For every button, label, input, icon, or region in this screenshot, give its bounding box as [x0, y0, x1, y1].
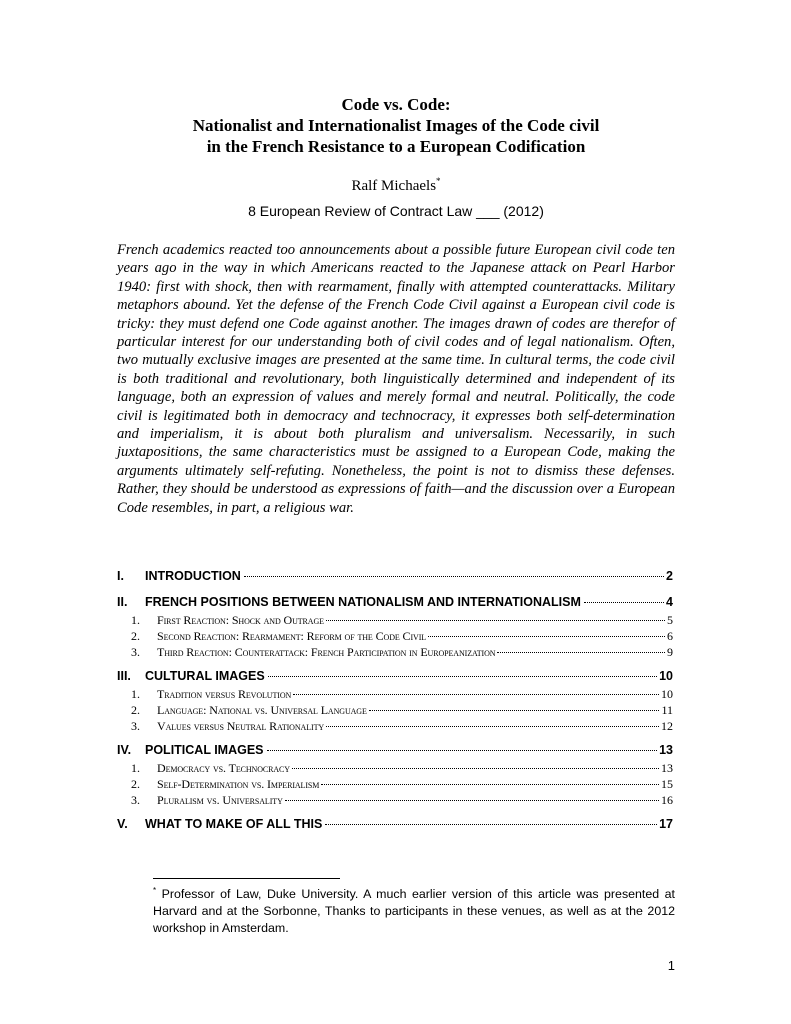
toc-section-title: WHAT TO MAKE OF ALL THIS	[145, 817, 323, 831]
citation-line: 8 European Review of Contract Law ___ (2012)	[248, 203, 544, 219]
toc-section[interactable]	[117, 669, 673, 687]
toc-subsection-title: Democracy vs. Technocracy	[157, 761, 290, 775]
toc-leader	[326, 620, 665, 621]
toc-section-number: V.	[117, 817, 128, 831]
toc-subsection-title: Tradition versus Revolution	[157, 687, 292, 701]
toc-subsection-number: 1.	[131, 613, 140, 627]
toc-subsection-title: Second Reaction: Rearmament: Reform of the Code Civil	[157, 629, 427, 643]
toc-section-page: 4	[666, 595, 673, 609]
toc-section-title: CULTURAL IMAGES	[145, 669, 265, 683]
toc-subsection-number: 3.	[131, 793, 140, 807]
toc-section[interactable]	[117, 569, 673, 587]
toc-section[interactable]	[117, 743, 673, 761]
toc-subsection-title: Values versus Neutral Rationality	[157, 719, 325, 733]
toc-subsection[interactable]	[117, 613, 673, 629]
toc-leader	[292, 768, 659, 769]
toc-leader	[293, 694, 659, 695]
paper-title	[117, 94, 675, 157]
title-line-3: in the French Resistance to a European Codification	[206, 137, 586, 156]
toc-subsection-page: 12	[661, 719, 673, 733]
toc-subsection-page: 5	[667, 613, 673, 627]
toc-subsection-number: 2.	[131, 703, 140, 717]
toc-section-page: 17	[659, 817, 673, 831]
toc-subsection[interactable]	[117, 687, 673, 703]
toc-leader	[285, 800, 659, 801]
author-name: Ralf Michaels	[351, 178, 437, 194]
title-line-1: Code vs. Code:	[341, 95, 451, 114]
toc-subsection-page: 9	[667, 645, 673, 659]
toc-leader	[428, 636, 665, 637]
toc-section-number: III.	[117, 669, 131, 683]
toc-subsection-number: 2.	[131, 777, 140, 791]
title-line-2: Nationalist and Internationalist Images of the Code civil	[192, 116, 600, 135]
toc-subsection-page: 10	[661, 687, 673, 701]
toc-subsection[interactable]	[117, 629, 673, 645]
toc-subsection-page: 11	[661, 703, 673, 717]
toc-subsection[interactable]	[117, 719, 673, 735]
toc-section-page: 2	[666, 569, 673, 583]
footnote-text: Professor of Law, Duke University. A much earlier version of this article was presented at Harvard and at the Sorbonne, Thanks to participants in these venues, as well as at the 2012 workshop in Amsterdam.	[153, 887, 675, 936]
toc-subsection-number: 1.	[131, 761, 140, 775]
toc-section-number: IV.	[117, 743, 132, 757]
page-number: 1	[667, 958, 675, 973]
toc-leader	[497, 652, 665, 653]
toc-subsection-number: 2.	[131, 629, 140, 643]
footnote-mark: *	[153, 886, 157, 895]
toc-section[interactable]	[117, 817, 673, 835]
toc-section[interactable]	[117, 595, 673, 613]
toc-subsection-title: Self-Determination vs. Imperialism	[157, 777, 320, 791]
toc-subsection-page: 6	[667, 629, 673, 643]
author-footnote-mark: *	[436, 176, 441, 186]
toc-subsection-title: Pluralism vs. Universality	[157, 793, 283, 807]
toc-leader	[326, 726, 659, 727]
toc-leader	[244, 576, 664, 577]
toc-subsection[interactable]	[117, 761, 673, 777]
toc-leader	[267, 750, 658, 751]
abstract: French academics reacted too announcements about a possible future European civil code ten years ago in the way in which Americans reacted to the Japanese attack on Pearl Harbor 1940: first with shock, then with rearmament, finally with attempted counterattacks. Military metaphors abound. Yet the defense of the French Code Civil against a European civil code is tricky: they must defend one Code against another. The images drawn of codes are therefor of particular interest for our understanding both of civil codes and of legal nationalism. Often, two mutually exclusive images are presented at the same time. In cultural terms, the code civil is both traditional and revolutionary, both linguistically determined and independent of its language, both an expression of values and merely formal and neutral. Politically, the code civil is legitimated both in democracy and technocracy, it expresses both self-determination and imperialism, it is about both pluralism and universalism. Necessarily, in such juxtapositions, the same characteristics must be assigned to a European Code, making the arguments ultimately self-refuting. Nonetheless, the point is not to dismiss these defenses. Rather, they should be understood as expressions of faith—and the discussion over a European Code resembles, in part, a religious war.	[117, 242, 675, 516]
toc-leader	[325, 824, 657, 825]
toc-section-number: I.	[117, 569, 124, 583]
toc-subsection-page: 16	[661, 793, 673, 807]
toc-section-title: INTRODUCTION	[145, 569, 241, 583]
toc-subsection[interactable]	[117, 793, 673, 809]
toc-subsection-number: 3.	[131, 719, 140, 733]
toc-leader	[321, 784, 659, 785]
toc-section-number: II.	[117, 595, 128, 609]
toc-subsection-title: Language: National vs. Universal Language	[157, 703, 367, 717]
toc-subsection-title: First Reaction: Shock and Outrage	[157, 613, 324, 627]
table-of-contents	[117, 569, 673, 835]
footnote-divider	[153, 878, 340, 879]
toc-subsection-number: 1.	[131, 687, 140, 701]
toc-section-title: POLITICAL IMAGES	[145, 743, 264, 757]
toc-subsection[interactable]	[117, 645, 673, 661]
toc-subsection-page: 15	[661, 777, 673, 791]
toc-section-page: 13	[659, 743, 673, 757]
toc-subsection-title: Third Reaction: Counterattack: French Participation in Europeanization	[157, 645, 496, 659]
footnote	[153, 882, 675, 937]
toc-leader	[268, 676, 657, 677]
toc-section-page: 10	[659, 669, 673, 683]
toc-subsection-number: 3.	[131, 645, 140, 659]
toc-subsection[interactable]	[117, 777, 673, 793]
toc-subsection[interactable]	[117, 703, 673, 719]
toc-leader	[584, 602, 664, 603]
toc-leader	[369, 710, 660, 711]
toc-subsection-page: 13	[661, 761, 673, 775]
toc-section-title: FRENCH POSITIONS BETWEEN NATIONALISM AND INTERNATIONALISM	[145, 595, 581, 609]
author-line	[117, 176, 675, 195]
